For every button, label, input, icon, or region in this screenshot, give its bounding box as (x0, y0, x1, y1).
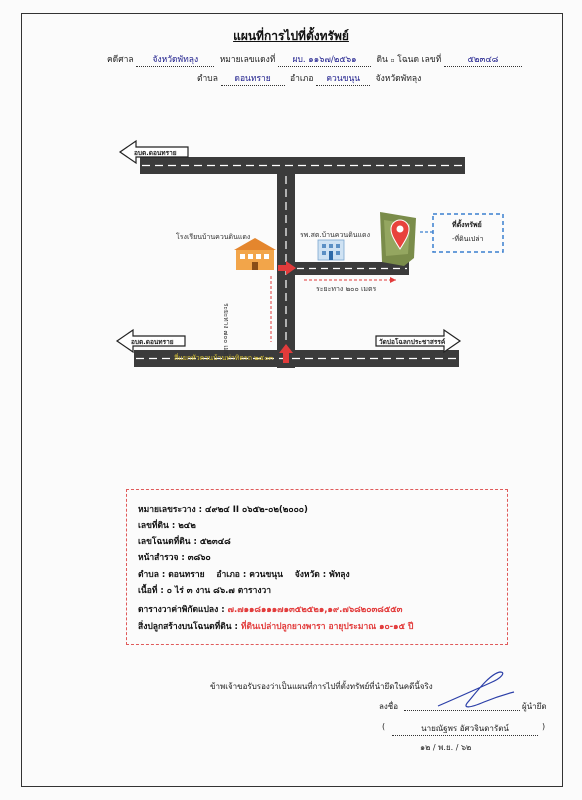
arrow-top-label: อบต.ดอนทราย (134, 149, 177, 157)
location-row: ตำบล : ดอนทราย อำเภอ : ควนขนุน จังหวัด : พัทลุง (138, 570, 350, 580)
distance-vertical-label: ระยะทาง ๗๐๐ เมตร (222, 303, 230, 360)
parcel-value: ๒๔๒ (178, 521, 196, 531)
signatory-name: นายณัฐพร อัศวจินดารัตน์ (392, 722, 538, 736)
deed-number-label: เลขโฉนดที่ดิน : (138, 537, 197, 547)
case-label: หมายเลขแดงที่ (219, 55, 276, 65)
property-label-1: ที่ตั้งทรัพย์ (452, 221, 482, 229)
property-label-2: -ที่ดินเปล่า (452, 235, 484, 243)
sign-label: ลงชื่อ (379, 702, 399, 711)
deed-number-value: ๕๒๓๔๘ (199, 537, 231, 547)
role-label: ผู้นำยึด (522, 702, 547, 711)
arrow-left-label: อบต.ดอนทราย (131, 338, 174, 346)
area-value: ๐ ไร่ ๓ งาน ๘๖.๗ ตารางวา (166, 586, 272, 596)
court-label: คดีศาล (107, 55, 134, 65)
subdistrict-value: ดอนทราย (221, 71, 285, 86)
parcel-label: เลขที่ดิน : (138, 521, 176, 531)
building-label: สิ่งปลูกสร้างบนโฉนดที่ดิน : (138, 622, 238, 632)
sheet-label: หมายเลขระวาง : (138, 505, 203, 515)
district-label: อำเภอ (290, 74, 314, 84)
court-value: จังหวัดพัทลุง (136, 52, 214, 67)
building-value: ที่ดินเปล่าปลูกยางพารา อายุประมาณ ๑๐-๑๕ ปี (240, 622, 414, 632)
name-close-paren: ) (542, 722, 546, 731)
coordinate-value: ๗.๗๑๑๘๑๑๑๗๑๓๕๒๕๒๑,๑๙.๗๖๘๒๐๓๘๕๕๓ (227, 605, 403, 615)
area-label: เนื้อที่ : (138, 586, 164, 596)
survey-label: หน้าสำรวจ : (138, 553, 185, 563)
coordinate-label: ดารางวาค่าพิกัดแปลง : (138, 605, 225, 615)
checkbox-icon: ▫ (390, 57, 395, 64)
case-value: ผบ. ๑๑๖๗/๒๕๖๑ (278, 52, 371, 67)
survey-value: ๓๘๖๐ (187, 553, 211, 563)
page-title: แผนที่การไปที่ตั้งทรัพย์ (233, 29, 349, 43)
school-label: โรงเรียนบ้านควนดินแดง (176, 233, 251, 241)
distance-horizontal-label: ระยะทาง ๒๐๐ เมตร (316, 285, 377, 293)
signature-date: ๑๒ / พ.ย. / ๖๒ (420, 743, 472, 752)
land-label: ดิน (376, 55, 388, 65)
deed-label: โฉนด เลขที่ (397, 55, 442, 65)
hospital-label: รพ.สต.บ้านควนดินแดง (300, 231, 371, 239)
junction-label: สี่แยกหัวควนบ้านท่าทิดรถ ๒๕๐๓ (174, 354, 274, 362)
sheet-value: ๔๙๒๔ II ๐๖๕๒-๐๒(๒๐๐๐) (205, 505, 308, 515)
district-value: ควนขนุน (316, 71, 370, 86)
name-open-paren: ( (382, 722, 386, 731)
subdistrict-label: ตำบล (197, 74, 218, 84)
certify-text: ข้าพเจ้าขอรับรองว่าเป็นแผนที่การไปที่ตั้งทรัพย์ที่นำยึดในคดีนี้จริง (210, 682, 433, 691)
deed-value: ๕๒๓๔๘ (444, 52, 522, 67)
signature-line (404, 710, 520, 711)
arrow-right-label: วัดบ่อโฉลกประชาสรรค์ (379, 338, 446, 346)
province-label: จังหวัดพัทลุง (375, 74, 422, 84)
